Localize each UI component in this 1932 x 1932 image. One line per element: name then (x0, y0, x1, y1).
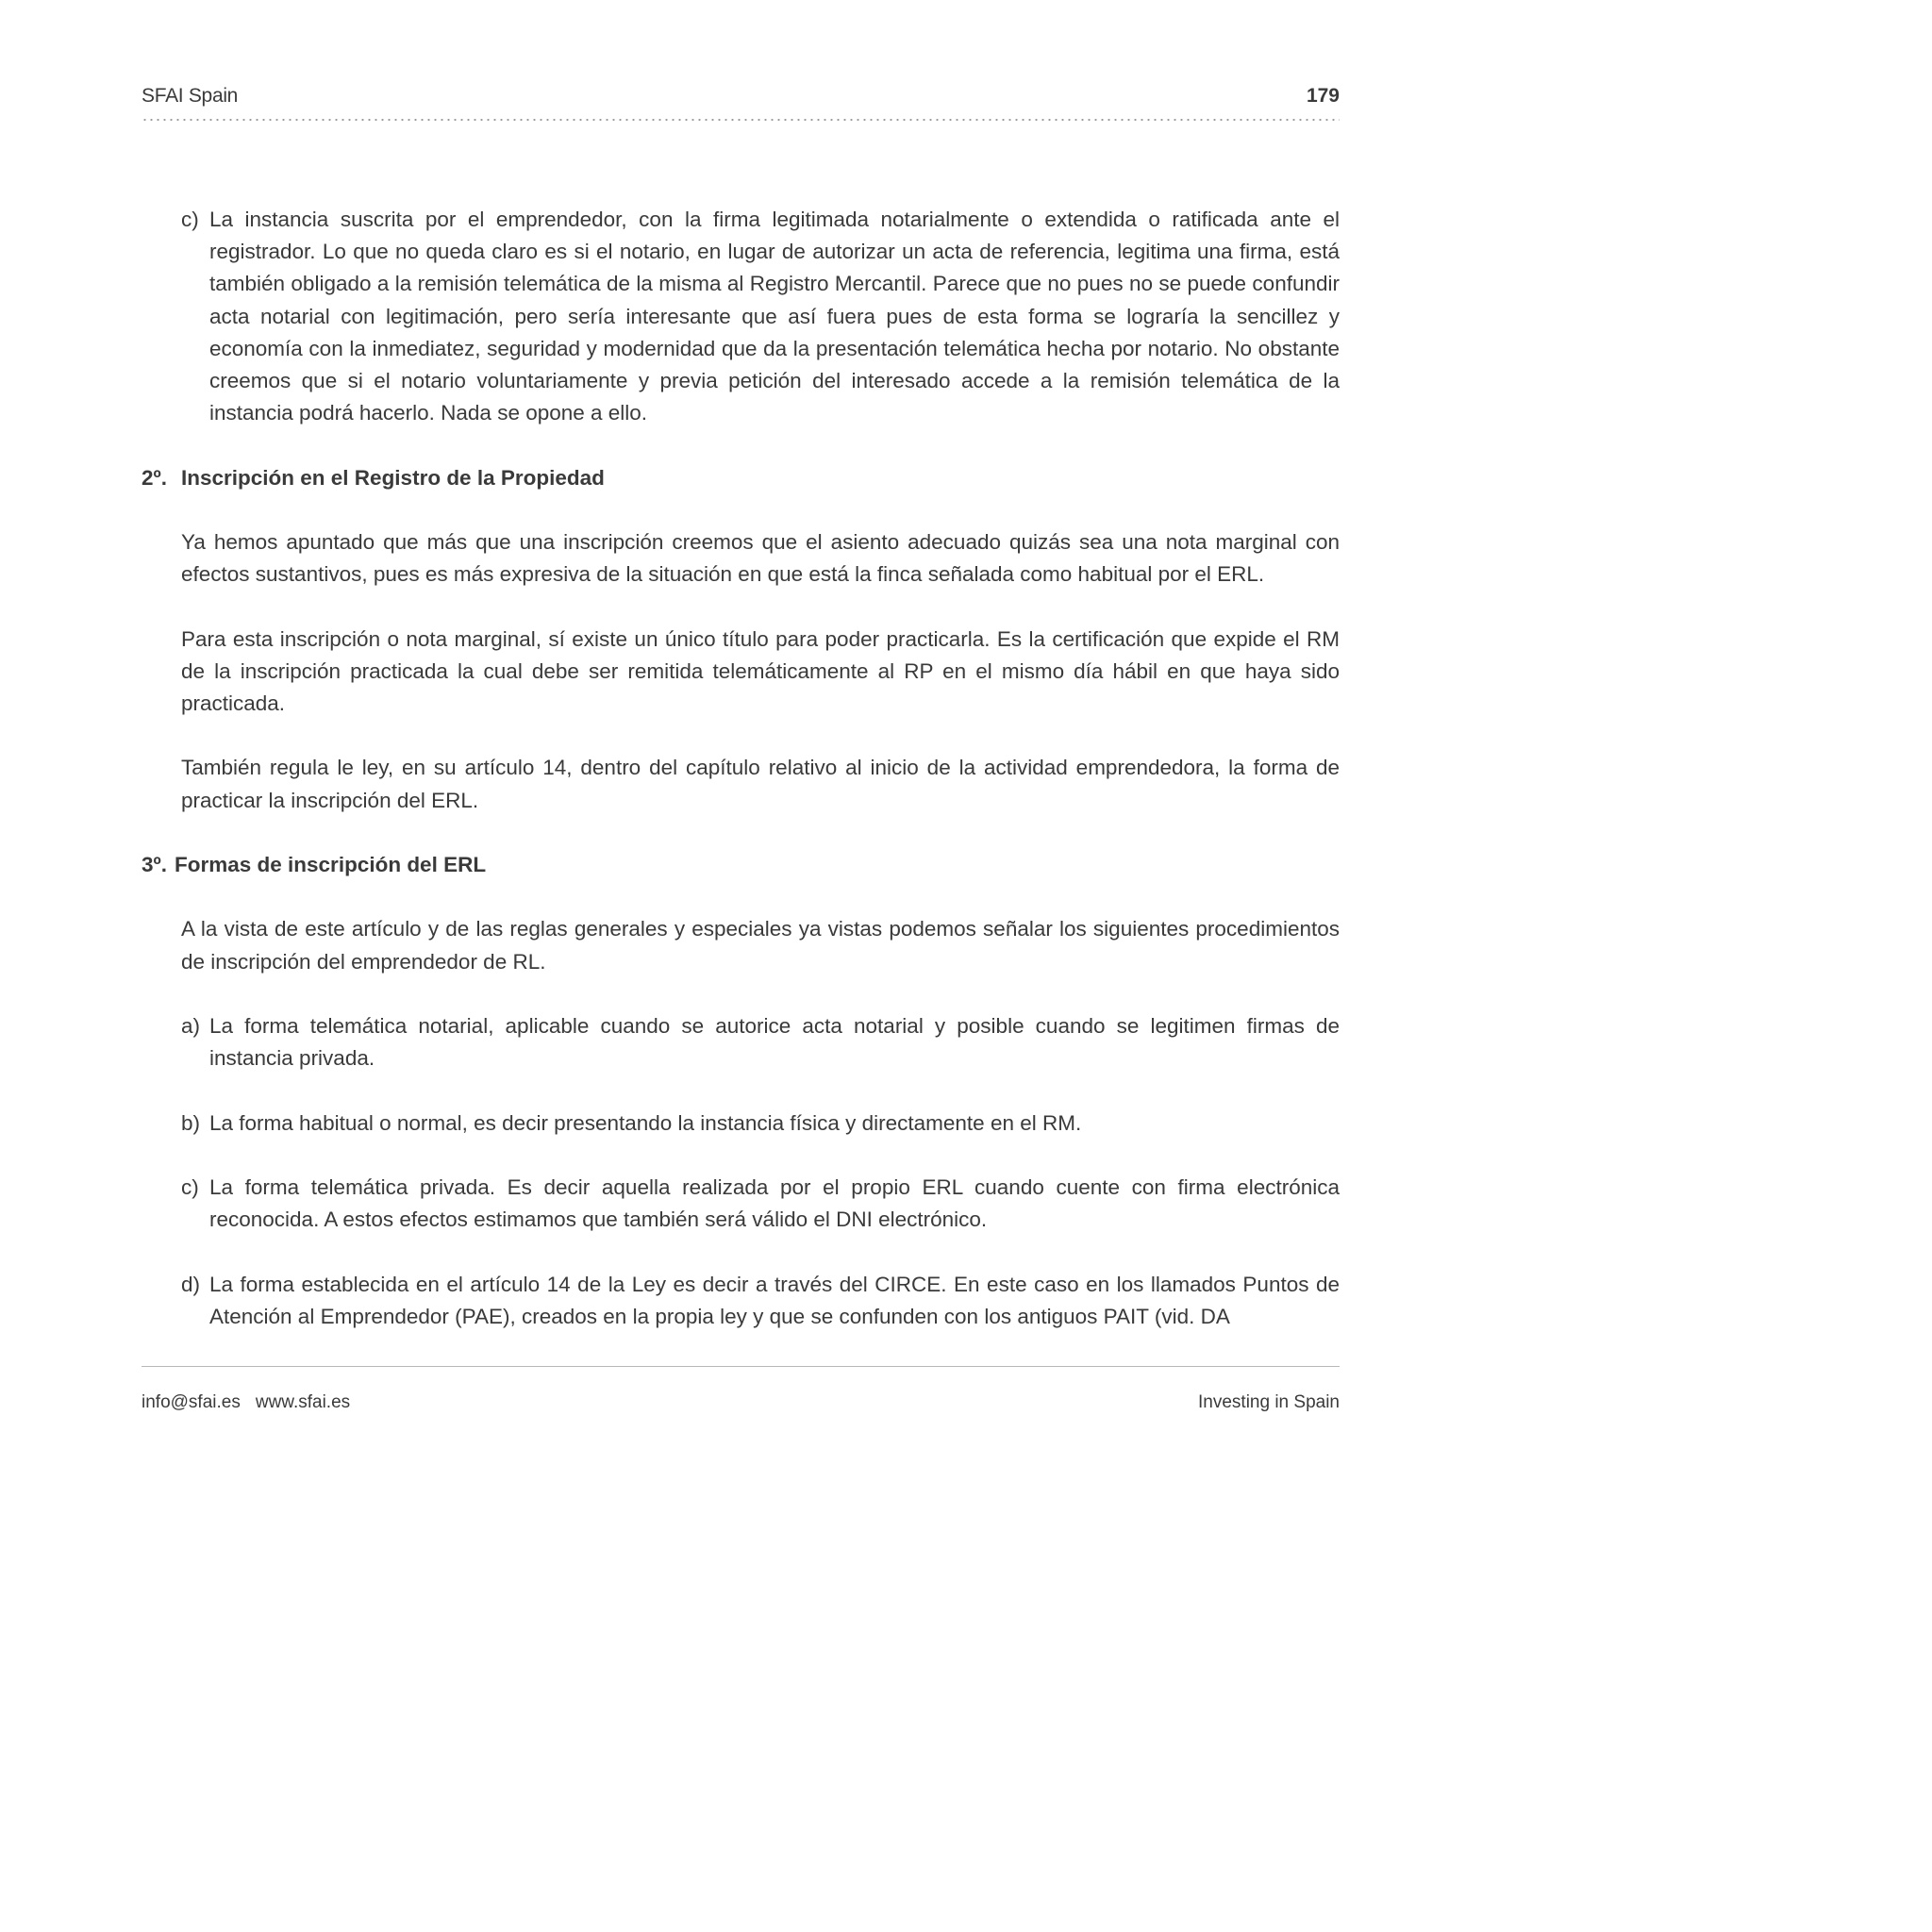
footer-divider (142, 1366, 1340, 1367)
footer-contact (142, 1392, 350, 1413)
list-item-label: c) (181, 1174, 199, 1199)
section-heading-2 (142, 462, 1340, 494)
list-item-c (181, 1172, 1340, 1236)
list-item-d (181, 1269, 1340, 1333)
list-item-label: a) (181, 1013, 201, 1038)
footer-tagline: Investing in Spain (1198, 1392, 1340, 1412)
section-title: Formas de inscripción del ERL (175, 852, 487, 876)
list-item-label: b) (181, 1110, 201, 1135)
list-item-label: d) (181, 1272, 201, 1296)
paragraph: Ya hemos apuntado que más que una inscripción creemos que el asiento adecuado quizás sea una nota marginal con efectos sustantivos, pues es más expresiva de la situación en que está la finca señalada como habitual por el ERL. (181, 530, 1340, 587)
page-header (142, 83, 1340, 109)
page-footer (142, 1391, 1340, 1415)
list-item-text: La instancia suscrita por el emprendedor, con la firma legitimada notarialmente o extendida o ratificada ante el registrador. Lo que no queda claro es si el notario, en lugar de autorizar un acta de referencia, legitima una firma, está también obligado a la remisión telemática de la misma al Registro Mercantil. Parece que no pues no se puede confundir acta notarial con legitimación, pero sería interesante que así fuera pues de esta forma se lograría la sencillez y economía con la inmediatez, seguridad y modernidad que da la presentación telemática hecha por notario. No obstante creemos que si el notario voluntariamente y previa petición del interesado accede a la remisión telemática de la instancia podrá hacerlo. Nada se opone a ello. (209, 208, 1340, 425)
list-item-c-intro (181, 204, 1340, 429)
section-number: 3º. (142, 852, 167, 876)
list-item-text: La forma habitual o normal, es decir presentando la instancia física y directamente en el RM. (209, 1110, 1082, 1135)
list-item-text: La forma establecida en el artículo 14 de la Ley es decir a través del CIRCE. En este caso en los llamados Puntos de Atención al Emprendedor (PAE), creados en la propia ley y que se confunden con los antiguos PAIT (vid. DA (209, 1272, 1340, 1328)
list-item-b (181, 1108, 1340, 1140)
list-item-text: La forma telemática privada. Es decir aquella realizada por el propio ERL cuando cuente con firma electrónica reconocida. A estos efectos estimamos que también será válido el DNI electrónico. (209, 1174, 1340, 1232)
header-dotted-divider (142, 119, 1340, 121)
page-body (142, 204, 1340, 1333)
page-number: 179 (1306, 85, 1340, 107)
paragraph: Para esta inscripción o nota marginal, sí existe un único título para poder practicarla. Es la certificación que expide el RM de la inscripción practicada la cual debe ser remitida telemáticamente al RP en el mismo día hábil en que haya sido practicada. (181, 626, 1340, 715)
list-item-label: c) (181, 208, 199, 231)
paragraph: A la vista de este artículo y de las reglas generales y especiales ya vistas podemos señalar los siguientes procedimientos de inscripción del emprendedor de RL. (181, 917, 1340, 974)
list-item-a (181, 1010, 1340, 1074)
section-number: 2º. (142, 465, 167, 490)
footer-email[interactable]: info@sfai.es (142, 1392, 241, 1412)
footer-website[interactable]: www.sfai.es (255, 1392, 351, 1412)
paragraph: También regula le ley, en su artículo 14, dentro del capítulo relativo al inicio de la actividad emprendedora, la forma de practicar la inscripción del ERL. (181, 756, 1340, 812)
list-item-text: La forma telemática notarial, aplicable cuando se autorice acta notarial y posible cuando se legitimen firmas de instancia privada. (209, 1013, 1340, 1071)
header-brand: SFAI Spain (142, 85, 239, 107)
section-title: Inscripción en el Registro de la Propiedad (181, 465, 605, 490)
section-heading-3 (142, 849, 1340, 881)
